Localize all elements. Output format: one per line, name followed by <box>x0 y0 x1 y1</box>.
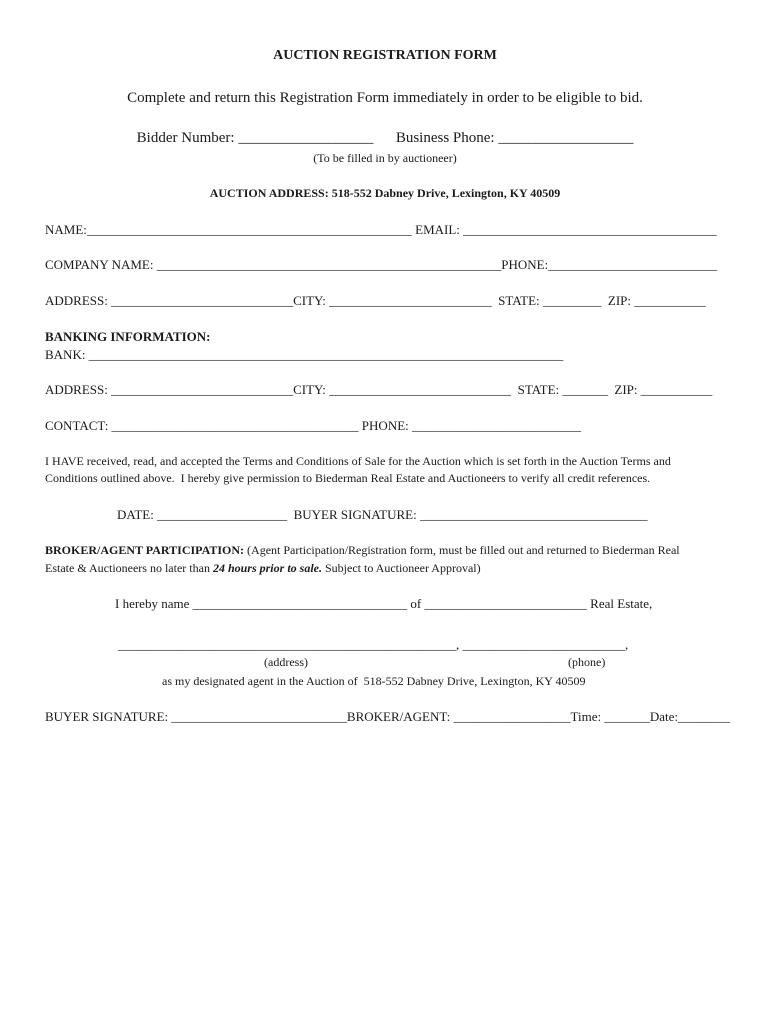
broker-paragraph-line-1 <box>45 544 680 556</box>
final-signature-line[interactable]: BUYER SIGNATURE: ___________________________BROKER/AGENT: __________________Time: _______Date:________ <box>45 709 730 724</box>
agreement-text-line-2: Conditions outlined above. I hereby give permission to Biederman Real Estate and Auctioneers to verify all credit references. <box>45 471 651 485</box>
name-email-line[interactable]: NAME:__________________________________________________ EMAIL: _______________________________________ <box>45 222 717 237</box>
broker-text-2b: Subject to Auctioneer Approval) <box>321 561 481 575</box>
address-city-state-zip-line[interactable]: ADDRESS: ____________________________CITY: _________________________ STATE: _________ ZIP: ___________ <box>45 293 706 308</box>
company-phone-line[interactable]: COMPANY NAME: _____________________________________________________PHONE:__________________________ <box>45 257 718 272</box>
intro-text: Complete and return this Registration Form immediately in order to be eligible to bid. <box>127 90 643 106</box>
agreement-text-line-1: I HAVE received, read, and accepted the Terms and Conditions of Sale for the Auction which is set forth in the Auction Terms and <box>45 454 671 468</box>
bank-contact-phone-line[interactable]: CONTACT: ______________________________________ PHONE: __________________________ <box>45 418 582 433</box>
agent-address-phone-blanks[interactable]: ____________________________________________________, _________________________, <box>118 637 629 652</box>
phone-caption: (phone) <box>568 655 606 669</box>
auctioneer-note: (To be filled in by auctioneer) <box>313 151 457 165</box>
address-caption: (address) <box>264 655 308 669</box>
broker-text-1: (Agent Participation/Registration form, must be filled out and returned to Biederman Real <box>244 543 680 557</box>
banking-heading: BANKING INFORMATION: <box>45 329 211 344</box>
form-title: AUCTION REGISTRATION FORM <box>273 48 497 63</box>
broker-paragraph-line-2 <box>45 562 481 574</box>
broker-text-2a: Estate & Auctioneers no later than <box>45 561 213 575</box>
broker-heading: BROKER/AGENT PARTICIPATION: <box>45 543 245 557</box>
broker-emphasis: 24 hours prior to sale. <box>212 561 322 575</box>
bidder-number-line[interactable]: Bidder Number: __________________ Business Phone: __________________ <box>136 130 634 146</box>
auction-address: AUCTION ADDRESS: 518-552 Dabney Drive, Lexington, KY 40509 <box>209 186 561 200</box>
designation-text: as my designated agent in the Auction of 518-552 Dabney Drive, Lexington, KY 40509 <box>162 674 586 688</box>
bank-line[interactable]: BANK: _________________________________________________________________________ <box>45 347 564 362</box>
date-signature-line[interactable]: DATE: ____________________ BUYER SIGNATURE: ___________________________________ <box>117 507 648 522</box>
bank-address-line[interactable]: ADDRESS: ____________________________CITY: ____________________________ STATE: _______ ZIP: ___________ <box>45 382 713 397</box>
agent-name-line[interactable]: I hereby name _________________________________ of _________________________ Real Estate, <box>115 596 653 611</box>
